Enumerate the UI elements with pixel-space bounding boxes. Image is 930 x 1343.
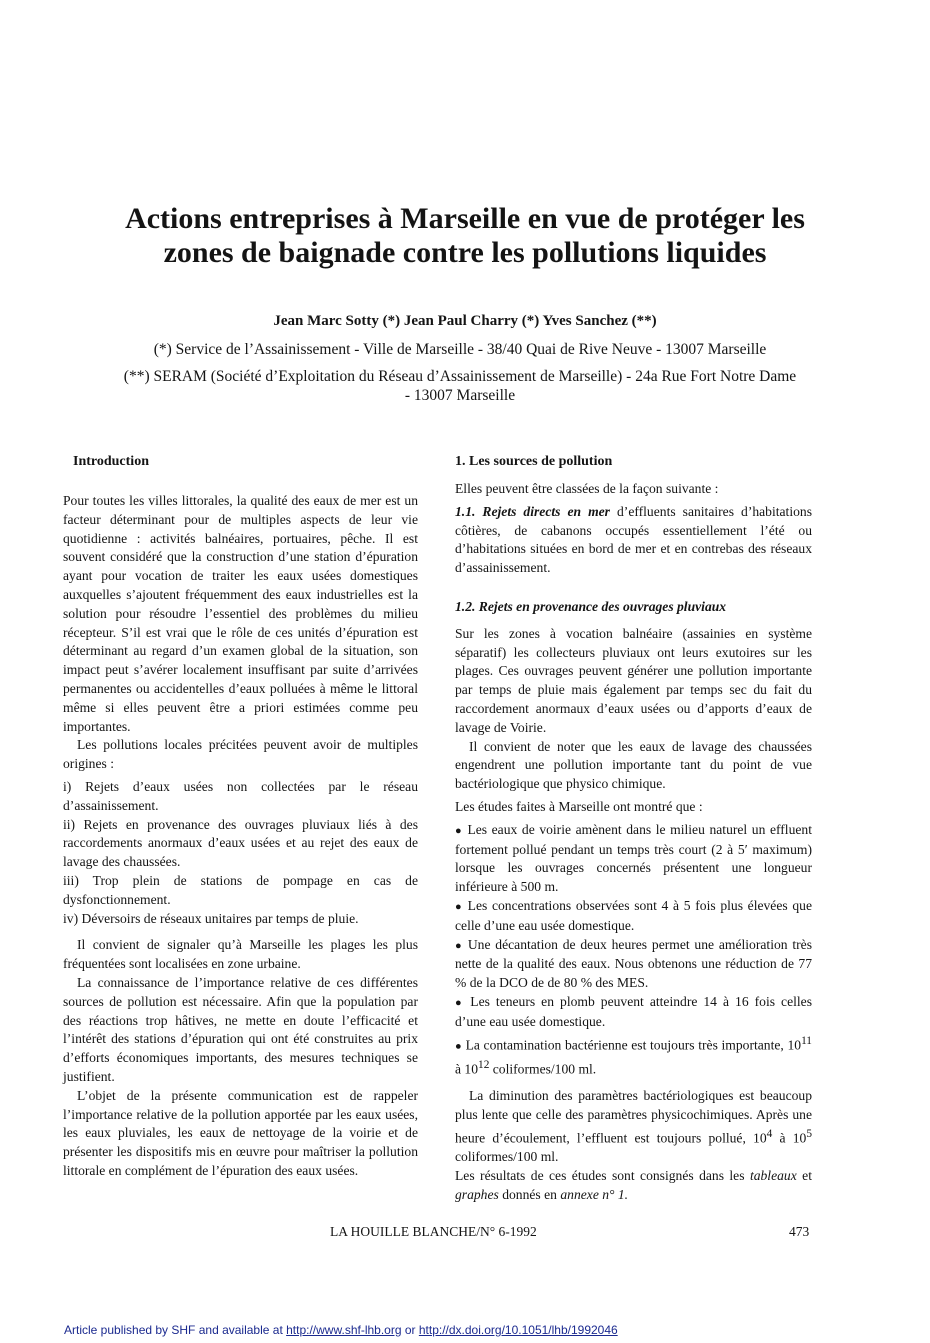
- section-1-2-heading: 1.2. Rejets en provenance des ouvrages pluviaux: [455, 598, 727, 614]
- article-title: [40, 202, 890, 270]
- section-1-2-paragraph-2: Il convient de noter que les eaux de lavage des chaussées engendrent une pollution importante tant du point de vue bactériologique que physico chimique.: [455, 738, 812, 792]
- intro-paragraph-5: L’objet de la présente communication est de rappeler l’importance relative de la pollution apportée par les eaux usées, les eaux pluviales, les eaux de nettoyage de la voirie et de présenter les dispositifs mis en œuvre pour maîtriser la pollution littorale en complément de l’épuration des eaux usées.: [63, 1087, 418, 1178]
- affiliation-2-line-2: - 13007 Marseille: [404, 386, 516, 404]
- left-column: [63, 452, 418, 1181]
- affiliation-2: [70, 368, 850, 405]
- bullet-icon: ●: [455, 900, 463, 913]
- section-1-2-paragraph-5: Les résultats de ces études sont consignés dans les tableaux et graphes donnés en annexe n° 1.: [455, 1167, 812, 1202]
- doi-link[interactable]: http://dx.doi.org/10.1051/lhb/1992046: [418, 1323, 618, 1337]
- section-1-1-paragraph: [455, 503, 812, 578]
- section-1-2-paragraph-4: La diminution des paramètres bactériologiques est beaucoup plus lente que celle des paramètres physicochimiques. Après une heure d’écoulement, l’effluent est toujours pollué, $10^4$ à $10^5$ coliformes/100 ml.: [455, 1088, 812, 1165]
- section-1-2-paragraph-1: Sur les zones à vocation balnéaire (assainies en système séparatif) les collecteurs pluviaux ont leurs exutoires sur les plages. Ces ouvrages peuvent générer une pollution importante par temps de pluie mais également par temps sec du fait du raccordement anormaux d’eaux usées ou d’apports d’eaux de lavage de Voirie.: [455, 625, 812, 735]
- section-1-2-paragraph-3: Les études faites à Marseille ont montré que :: [455, 798, 703, 814]
- bullet-icon: ●: [455, 996, 465, 1009]
- publication-notice: Article published by SHF and available at http://www.shf-lhb.org or http://dx.doi.org/10.1051/lhb/1992046: [64, 1323, 618, 1337]
- finding-bullet-1: [455, 821, 812, 897]
- finding-text-3: Une décantation de deux heures permet une amélioration très nette de la qualité des eaux. Nous obtenons une réduction de 77 % de la DCO de de 80 % des MES.: [455, 936, 812, 991]
- title-line-2: zones de baignade contre les pollutions liquides: [163, 236, 767, 269]
- origin-item-ii: ii) Rejets en provenance des ouvrages pluviaux liés à des raccordements anormaux d’eaux usées et au rejet des eaux de lavage des chaussées.: [63, 816, 418, 870]
- finding-bullet-2: [455, 897, 812, 936]
- bullet-icon: ●: [455, 939, 464, 952]
- intro-paragraph-4: La connaissance de l’importance relative de ces différentes sources de pollution est nécessaire. Afin que la population par des réactions trop hâtives, ne mette en doute l’efficacité et l’intérêt des stations d’épuration qui ont été construites au prix d’efforts économiques importants, des mesures techniques se justifient.: [63, 974, 418, 1084]
- affiliation-2-line-1: (**) SERAM (Société d’Exploitation du Réseau d’Assainissement de Marseille) - 24a Rue Fort Notre Dame: [123, 368, 797, 385]
- bullet-icon: ●: [455, 1040, 462, 1053]
- page-number: 473: [789, 1224, 810, 1239]
- right-column: [455, 452, 812, 1204]
- finding-bullet-3: [455, 936, 812, 993]
- finding-text-2: Les concentrations observées sont 4 à 5 fois plus élevées que celle d’une eau usée domestique.: [455, 897, 812, 933]
- title-line-1: Actions entreprises à Marseille en vue de protéger les: [125, 202, 805, 235]
- introduction-heading: Introduction: [73, 454, 149, 469]
- section-1-intro: Elles peuvent être classées de la façon suivante :: [455, 481, 719, 496]
- affiliation-1: (*) Service de l’Assainissement - Ville de Marseille - 38/40 Quai de Rive Neuve - 13007 Marseille: [153, 341, 767, 358]
- finding-bullet-4: [455, 993, 812, 1032]
- journal-footer: LA HOUILLE BLANCHE/N° 6-1992: [330, 1224, 537, 1239]
- authors: Jean Marc Sotty (*) Jean Paul Charry (*) Yves Sanchez (**): [273, 313, 657, 329]
- origin-item-iii: iii) Trop plein de stations de pompage en cas de dysfonctionnement.: [63, 872, 418, 907]
- origin-item-i: i) Rejets d’eaux usées non collectées par le réseau d’assainissement.: [63, 778, 418, 813]
- finding-text-1: Les eaux de voirie amènent dans le milieu naturel un effluent fortement pollué pendant un temps très court (2 à 5′ maximum) lorsque les ouvrages concernés présentent une longueur inférieure à 500 m.: [455, 821, 812, 895]
- shf-link[interactable]: http://www.shf-lhb.org: [286, 1323, 402, 1337]
- intro-paragraph-3: Il convient de signaler qu’à Marseille les plages les plus fréquentées sont localisées en zone urbaine.: [63, 937, 418, 972]
- origin-item-iv: iv) Déversoirs de réseaux unitaires par temps de pluie.: [63, 910, 359, 926]
- finding-bullet-5: ● La contamination bactérienne est toujours très importante, $10^{11}$ à $10^{12}$ coliformes/100 ml.: [455, 1034, 812, 1077]
- section-1-1-label: 1.1. Rejets directs en mer: [455, 503, 610, 519]
- finding-text-4: Les teneurs en plomb peuvent atteindre 14 à 16 fois celles d’une eau usée domestique.: [455, 993, 812, 1029]
- section-1-1-text: d’effluents sanitaires d’habitations côtières, de cabanons occupés essentiellement l’été ou d’habitations situées en bord de mer et en contrebas des réseaux d’assainissement.: [455, 503, 812, 576]
- section-1-heading: 1. Les sources de pollution: [455, 454, 613, 469]
- bullet-icon: ●: [455, 824, 463, 837]
- intro-paragraph-2: Les pollutions locales précitées peuvent avoir de multiples origines :: [63, 737, 418, 772]
- intro-paragraph-1: Pour toutes les villes littorales, la qualité des eaux de mer est un facteur déterminant pour de multiples aspects de leur vie quotidienne : activités balnéaires, portuaires, pêche. Il est souvent considéré que la construction d’une station d’épuration ayant pour vocation de traiter les eaux usées domestiques auxquelles s’ajoutent fréquemment des eaux industrielles est la solution pour résoudre l’essentiel des problèmes du milieu récepteur. S’il est vrai que le rôle de ces unités d’épuration est déterminant au regard d’un examen global de la situation, son impact peut s’avérer localement insuffisant par suite d’arrivées permanentes ou accidentelles d’eaux polluées à même le littoral même si elles peuvent être a priori estimées comme peu importantes.: [63, 493, 418, 734]
